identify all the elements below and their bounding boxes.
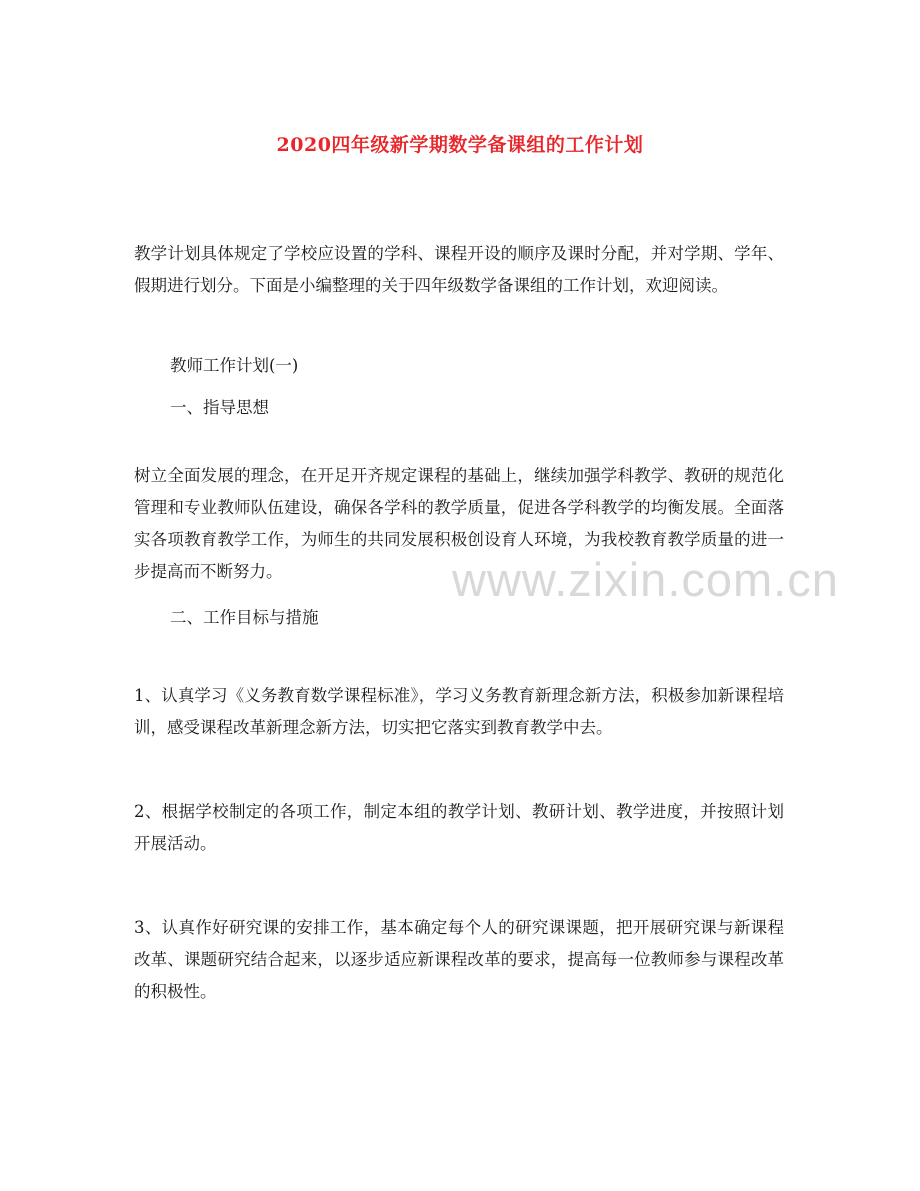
list-item-2: 2、根据学校制定的各项工作，制定本组的教学计划、教研计划、教学进度，并按照计划开展活动。 — [134, 802, 784, 853]
intro-paragraph: 教学计划具体规定了学校应设置的学科、课程开设的顺序及课时分配，并对学期、学年、假期进行划分。下面是小编整理的关于四年级数学备课组的工作计划，欢迎阅读。 — [134, 244, 784, 295]
list-item-1: 1、认真学习《义务教育数学课程标准》，学习义务教育新理念新方法，积极参加新课程培训，感受课程改革新理念新方法，切实把它落实到教育教学中去。 — [134, 686, 784, 737]
watermark: www.zixin.com.cn — [452, 553, 839, 606]
list-item-3: 3、认真作好研究课的安排工作，基本确定每个人的研究课课题，把开展研究课与新课程改革、课题研究结合起来，以逐步适应新课程改革的要求，提高每一位教师参与课程改革的积极性。 — [134, 918, 784, 1001]
document-title: 2020四年级新学期数学备课组的工作计划 — [276, 134, 644, 156]
section-title: 教师工作计划(一) — [170, 356, 299, 375]
heading-guiding-ideology: 一、指导思想 — [170, 398, 269, 417]
guiding-ideology-paragraph: 树立全面发展的理念，在开足开齐规定课程的基础上，继续加强学科教学、教研的规范化管理和专业教师队伍建设，确保各学科的教学质量，促进各学科教学的均衡发展。全面落实各项教育教学工作，为师生的共同发展积极创设育人环境，为我校教育教学质量的进一步提高而不断努力。 — [134, 466, 784, 581]
heading-goals-measures: 二、工作目标与措施 — [170, 608, 319, 627]
